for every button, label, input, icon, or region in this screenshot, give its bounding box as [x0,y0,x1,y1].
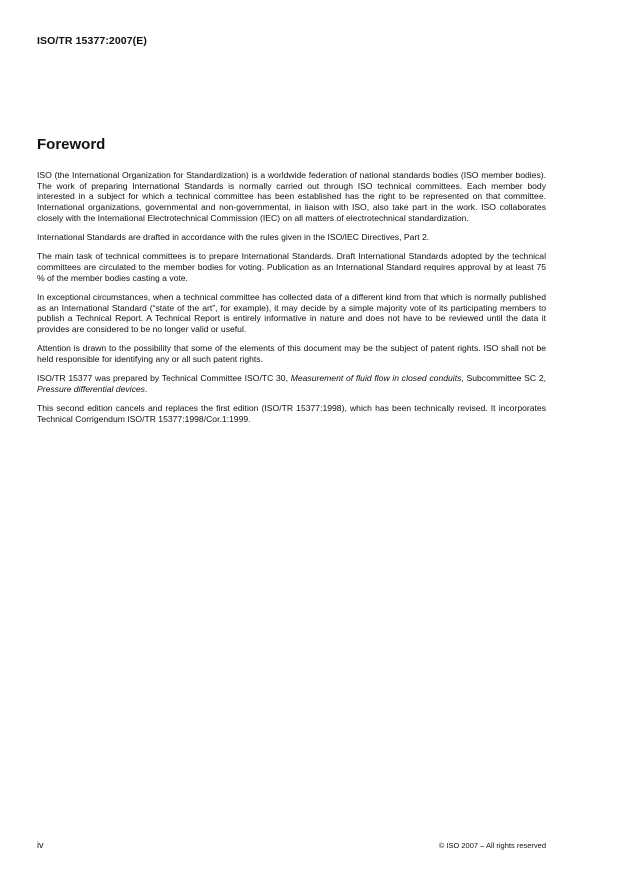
foreword-body [37,170,546,433]
paragraph-main-task: The main task of technical committees is to prepare International Standards. Draft International Standards adopted by the technical committees are circulated to the member bodies for voting. Publication as an International Standard requires approval by at least 75 % of the member bodies casting a vote. [37,251,546,283]
paragraph-prepared-by [37,373,546,394]
paragraph-patent: Attention is drawn to the possibility that some of the elements of this document may be the subject of patent rights. ISO shall not be held responsible for identifying any or all such patent rights. [37,343,546,364]
copyright-notice: © ISO 2007 – All rights reserved [438,841,546,850]
subcommittee-title: Pressure differential devices [37,383,145,394]
document-header: ISO/TR 15377:2007(E) [37,35,147,47]
paragraph-exceptional: In exceptional circumstances, when a technical committee has collected data of a different kind from that which is normally published as an International Standard (“state of the art”, for example), it may decide by a simple majority vote of its participating members to publish a Technical Report. A Technical Report is entirely informative in nature and does not have to be reviewed until the data it provides are considered to be no longer valid or useful. [37,291,546,334]
paragraph-edition: This second edition cancels and replaces the first edition (ISO/TR 15377:1998), which has been technically revised. It incorporates Technical Corrigendum ISO/TR 15377:1998/Cor.1:1999. [37,402,546,424]
prepared-by-text: ISO/TR 15377 was prepared by Technical Committee ISO/TC 30, [37,373,291,384]
page-title: Foreword [37,136,106,153]
paragraph-directives: International Standards are drafted in accordance with the rules given in the ISO/IEC Directives, Part 2. [37,232,430,243]
paragraph-iso-intro: ISO (the International Organization for Standardization) is a worldwide federation of national standards bodies (ISO member bodies). The work of preparing International Standards is normally carried out through ISO technical committees. Each member body interested in a subject for which a technical committee has been established has the right to be represented on that committee. International organizations, governmental and non-governmental, in liaison with ISO, also take part in the work. ISO collaborates closely with the International Electrotechnical Commission (IEC) on all matters of electrotechnical standardization. [37,170,546,223]
sentence-end: . [144,383,148,394]
subcommittee-text: , Subcommittee SC 2, [461,373,547,384]
committee-title: Measurement of fluid flow in closed conduits [290,373,462,384]
page-number: iv [37,840,44,850]
